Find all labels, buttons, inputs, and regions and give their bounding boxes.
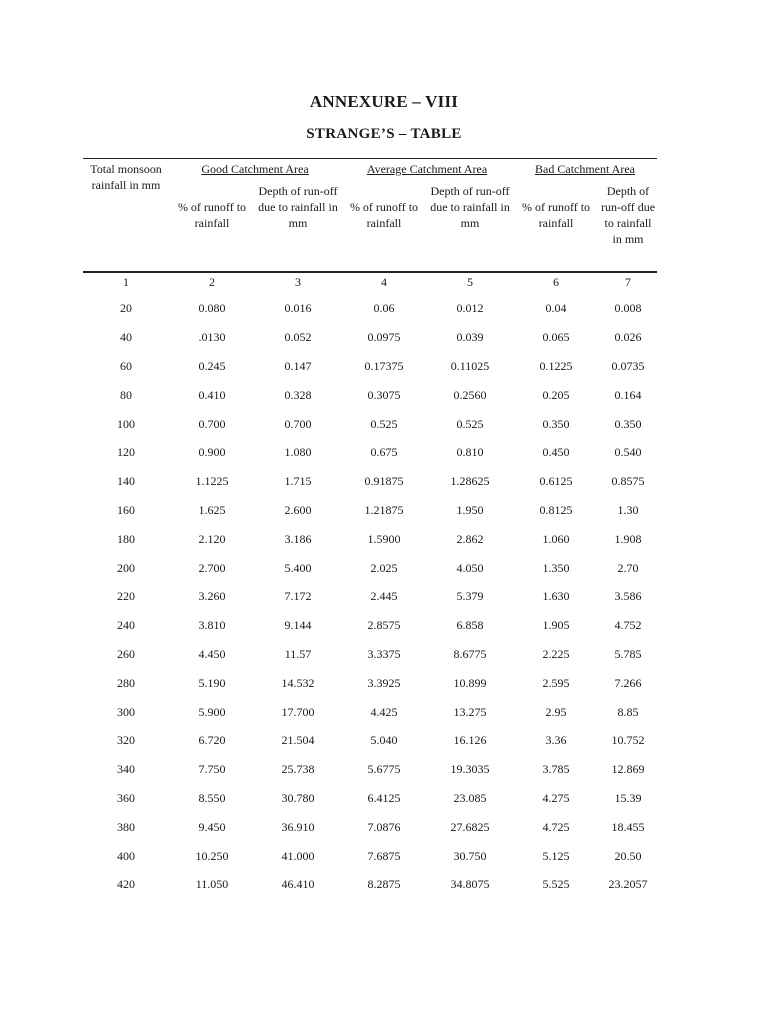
table-cell: 1.30 (617, 502, 639, 517)
table-cell: 1.060 (542, 531, 570, 546)
table-title: STRANGE’S – TABLE (306, 126, 462, 142)
table-cell: 240 (117, 618, 135, 633)
table-cell: 1.350 (542, 560, 570, 575)
table-cell: 0.700 (198, 416, 226, 431)
table-cell: 1.21875 (364, 502, 404, 517)
table-row (83, 870, 657, 899)
table-row (83, 697, 657, 726)
group-label-good: Good Catchment Area (201, 162, 309, 176)
table-cell: 9.144 (284, 618, 312, 633)
table-cell: 120 (117, 445, 135, 460)
table-cell: 20 (120, 301, 132, 316)
table-cell: 4.425 (370, 704, 398, 719)
table-cell: 7.750 (198, 762, 226, 777)
table-cell: 0.410 (198, 387, 226, 402)
table-cell: 0.350 (614, 416, 642, 431)
table-cell: 4.050 (456, 560, 484, 575)
table-cell: 0.026 (614, 330, 642, 345)
table-row (83, 841, 657, 870)
table-cell: 100 (117, 416, 135, 431)
table-row (83, 640, 657, 669)
table-cell: 0.2560 (453, 387, 487, 402)
table-cell: 300 (117, 704, 135, 719)
header-total-monsoon-rainfall: Total monsoon rainfall in mm (83, 159, 169, 273)
table-cell: 2.025 (370, 560, 398, 575)
table-cell: 34.8075 (450, 877, 490, 892)
table-cell: 0.17375 (364, 358, 404, 373)
table-cell: 9.450 (198, 819, 226, 834)
table-cell: 14.532 (281, 675, 315, 690)
table-cell: 0.012 (456, 301, 484, 316)
table-cell: 260 (117, 646, 135, 661)
header-bad-catchment (513, 159, 657, 180)
table-row (83, 784, 657, 813)
table-cell: 19.3035 (450, 762, 490, 777)
group-label-average: Average Catchment Area (366, 162, 488, 176)
table-cell: 0.008 (614, 301, 642, 316)
table-row (83, 812, 657, 841)
table-cell: 10.899 (453, 675, 487, 690)
table-cell: 1.625 (198, 502, 226, 517)
group-label-bad: Bad Catchment Area (535, 162, 635, 176)
table-row (83, 323, 657, 352)
table-cell: 360 (117, 790, 135, 805)
table-row (83, 409, 657, 438)
table-cell: 0.06 (373, 301, 395, 316)
table-cell: 0.810 (456, 445, 484, 460)
strange-table (83, 158, 657, 899)
table-cell: 2.700 (198, 560, 226, 575)
table-cell: 6.4125 (367, 790, 401, 805)
table-cell: 5.785 (614, 646, 642, 661)
table-cell: 0.450 (542, 445, 570, 460)
table-cell: 0.350 (542, 416, 570, 431)
table-cell: 23.085 (453, 790, 487, 805)
table-cell: 18.455 (611, 819, 645, 834)
column-number: 1 (83, 272, 169, 294)
table-cell: 1.1225 (195, 474, 229, 489)
table-cell: 5.400 (284, 560, 312, 575)
table-cell: 4.725 (542, 819, 570, 834)
table-cell: 220 (117, 589, 135, 604)
table-cell: 3.3925 (367, 675, 401, 690)
document-title: ANNEXURE – VIII (309, 92, 459, 111)
table-row (83, 380, 657, 409)
table-cell: 21.504 (281, 733, 315, 748)
table-cell: 0.039 (456, 330, 484, 345)
table-cell: 3.3375 (367, 646, 401, 661)
table-cell: 6.858 (456, 618, 484, 633)
table-cell: 2.8575 (367, 618, 401, 633)
table-cell: 2.600 (284, 502, 312, 517)
table-cell: 0.8575 (611, 474, 645, 489)
table-cell: 1.715 (284, 474, 312, 489)
table-cell: 5.379 (456, 589, 484, 604)
table-cell: 6.720 (198, 733, 226, 748)
table-cell: 3.260 (198, 589, 226, 604)
table-cell: .0130 (198, 330, 226, 345)
table-cell: 0.205 (542, 387, 570, 402)
table-cell: 13.275 (453, 704, 487, 719)
table-cell: 0.900 (198, 445, 226, 460)
table-row (83, 496, 657, 525)
table-row (83, 553, 657, 582)
table-cell: 15.39 (614, 790, 642, 805)
table-cell: 320 (117, 733, 135, 748)
table-cell: 0.164 (614, 387, 642, 402)
table-cell: 200 (117, 560, 135, 575)
table-cell: 160 (117, 502, 135, 517)
header-good-catchment (169, 159, 341, 180)
table-cell: 8.2875 (367, 877, 401, 892)
header-average-percent-runoff: % of runoff to rainfall (349, 200, 419, 230)
table-cell: 0.0735 (611, 358, 645, 373)
table-cell: 3.785 (542, 762, 570, 777)
table-cell: 1.905 (542, 618, 570, 633)
table-cell: 5.6775 (367, 762, 401, 777)
table-cell: 2.445 (370, 589, 398, 604)
table-row (83, 582, 657, 611)
header-bad-depth-runoff: Depth of run-off due to rainfall in mm (600, 184, 656, 246)
table-cell: 2.70 (617, 560, 639, 575)
column-number: 7 (599, 272, 657, 294)
table-cell: 0.525 (456, 416, 484, 431)
table-cell: 12.869 (611, 762, 645, 777)
column-number: 5 (427, 272, 513, 294)
table-row (83, 524, 657, 553)
table-cell: 0.328 (284, 387, 312, 402)
header-good-percent-runoff: % of runoff to rainfall (177, 200, 247, 230)
table-row (83, 438, 657, 467)
table-cell: 41.000 (281, 848, 315, 863)
table-cell: 4.275 (542, 790, 570, 805)
table-cell: 10.752 (611, 733, 645, 748)
table-cell: 2.120 (198, 531, 226, 546)
table-cell: 3.186 (284, 531, 312, 546)
table-body (83, 294, 657, 899)
table-cell: 0.1225 (539, 358, 573, 373)
table-row (83, 294, 657, 323)
table-row (83, 726, 657, 755)
table-cell: 0.3075 (367, 387, 401, 402)
table-row (83, 352, 657, 381)
table-cell: 3.810 (198, 618, 226, 633)
header-good-depth-runoff: Depth of run-off due to rainfall in mm (258, 184, 338, 230)
table-cell: 1.950 (456, 502, 484, 517)
table-cell: 7.6875 (367, 848, 401, 863)
table-cell: 11.050 (195, 877, 229, 892)
table-cell: 1.080 (284, 445, 312, 460)
table-cell: 1.908 (614, 531, 642, 546)
table-cell: 25.738 (281, 762, 315, 777)
table-cell: 340 (117, 762, 135, 777)
table-cell: 0.245 (198, 358, 226, 373)
column-number-row (83, 272, 657, 294)
table-cell: 4.450 (198, 646, 226, 661)
table-cell: 2.595 (542, 675, 570, 690)
table-cell: 0.11025 (450, 358, 490, 373)
table-cell: 2.95 (545, 704, 567, 719)
column-number: 6 (513, 272, 599, 294)
table-cell: 0.525 (370, 416, 398, 431)
table-cell: 23.2057 (608, 877, 648, 892)
table-cell: 20.50 (614, 848, 642, 863)
table-cell: 0.675 (370, 445, 398, 460)
table-cell: 10.250 (195, 848, 229, 863)
table-cell: 40 (120, 330, 132, 345)
column-number: 3 (255, 272, 341, 294)
table-cell: 180 (117, 531, 135, 546)
table-cell: 0.91875 (364, 474, 404, 489)
table-cell: 1.5900 (367, 531, 401, 546)
table-cell: 7.172 (284, 589, 312, 604)
table-cell: 60 (120, 358, 132, 373)
table-cell: 16.126 (453, 733, 487, 748)
table-row (83, 611, 657, 640)
table-cell: 30.750 (453, 848, 487, 863)
table-cell: 7.266 (614, 675, 642, 690)
table-cell: 30.780 (281, 790, 315, 805)
table-cell: 36.910 (281, 819, 315, 834)
table-cell: 1.630 (542, 589, 570, 604)
table-cell: 2.225 (542, 646, 570, 661)
table-cell: 0.052 (284, 330, 312, 345)
table-cell: 5.040 (370, 733, 398, 748)
table-cell: 46.410 (281, 877, 315, 892)
table-cell: 80 (120, 387, 132, 402)
table-cell: 0.147 (284, 358, 312, 373)
table-cell: 0.080 (198, 301, 226, 316)
table-cell: 5.190 (198, 675, 226, 690)
table-cell: 3.586 (614, 589, 642, 604)
table-cell: 4.752 (614, 618, 642, 633)
table-cell: 0.8125 (539, 502, 573, 517)
header-average-depth-runoff: Depth of run-off due to rainfall in mm (430, 184, 510, 230)
table-cell: 420 (117, 877, 135, 892)
table-cell: 1.28625 (450, 474, 490, 489)
table-cell: 0.065 (542, 330, 570, 345)
header-average-catchment (341, 159, 513, 180)
table-cell: 2.862 (456, 531, 484, 546)
table-row (83, 668, 657, 697)
table-cell: 5.125 (542, 848, 570, 863)
table-cell: 0.540 (614, 445, 642, 460)
table-cell: 5.900 (198, 704, 226, 719)
table-cell: 0.700 (284, 416, 312, 431)
table-cell: 17.700 (281, 704, 315, 719)
table-row (83, 755, 657, 784)
table-cell: 280 (117, 675, 135, 690)
table-cell: 27.6825 (450, 819, 490, 834)
table-cell: 0.04 (545, 301, 567, 316)
table-cell: 3.36 (545, 733, 567, 748)
table-cell: 0.016 (284, 301, 312, 316)
table-cell: 400 (117, 848, 135, 863)
header-bad-percent-runoff: % of runoff to rainfall (521, 200, 591, 230)
table-cell: 5.525 (542, 877, 570, 892)
column-number: 2 (169, 272, 255, 294)
table-cell: 380 (117, 819, 135, 834)
table-cell: 8.550 (198, 790, 226, 805)
column-number: 4 (341, 272, 427, 294)
table-cell: 0.0975 (367, 330, 401, 345)
table-cell: 8.6775 (453, 646, 487, 661)
table-cell: 11.57 (284, 646, 312, 661)
table-cell: 8.85 (617, 704, 639, 719)
table-cell: 0.6125 (539, 474, 573, 489)
table-row (83, 467, 657, 496)
table-cell: 140 (117, 474, 135, 489)
table-cell: 7.0876 (367, 819, 401, 834)
